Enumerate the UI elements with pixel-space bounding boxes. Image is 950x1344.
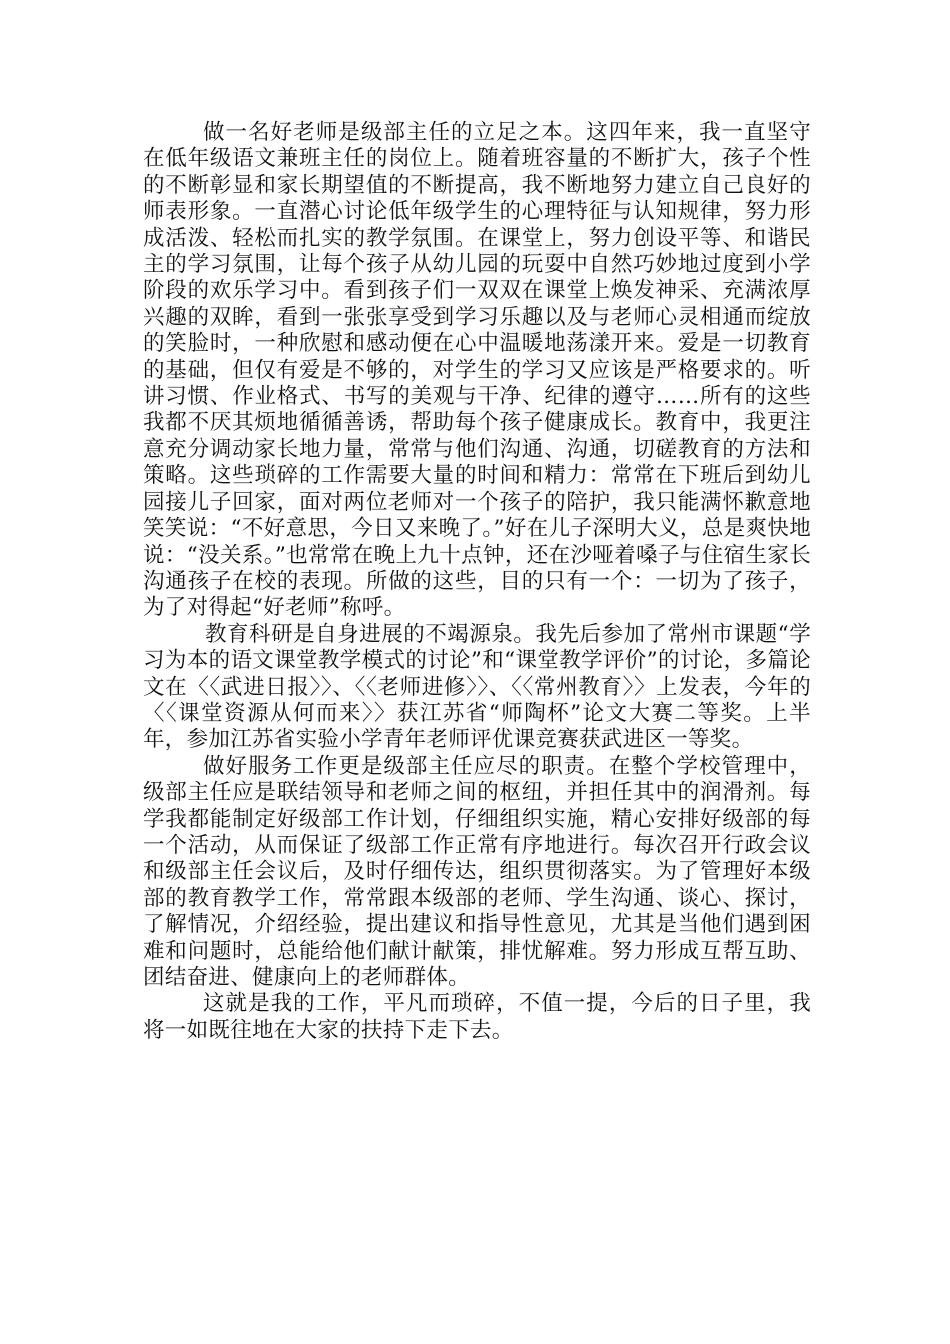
document-body — [143, 120, 811, 1044]
paragraph-conclusion: 这就是我的工作，平凡而琐碎，不值一提，今后的日子里，我将一如既往地在大家的扶持下走下去。 — [143, 991, 811, 1043]
paragraph-good-teacher: 做一名好老师是级部主任的立足之本。这四年来，我一直坚守在低年级语文兼班主任的岗位上。随着班容量的不断扩大，孩子个性的不断彰显和家长期望值的不断提高，我不断地努力建立自己良好的师表形象。一直潜心讨论低年级学生的心理特征与认知规律，努力形成活泼、轻松而扎实的教学氛围。在课堂上，努力创设平等、和谐民主的学习氛围，让每个孩子从幼儿园的玩耍中自然巧妙地过度到小学阶段的欢乐学习中。看到孩子们一双双在课堂上焕发神采、充满浓厚兴趣的双眸，看到一张张享受到学习乐趣以及与老师心灵相通而绽放的笑脸时，一种欣慰和感动便在心中温暖地荡漾开来。爱是一切教育的基础，但仅有爱是不够的，对学生的学习又应该是严格要求的。听讲习惯、作业格式、书写的美观与干净、纪律的遵守……所有的这些我都不厌其烦地循循善诱，帮助每个孩子健康成长。教育中，我更注意充分调动家长地力量，常常与他们沟通、沟通，切磋教育的方法和策略。这些琐碎的工作需要大量的时间和精力：常常在下班后到幼儿园接儿子回家，面对两位老师对一个孩子的陪护，我只能满怀歉意地笑笑说：“不好意思，今日又来晚了。”好在儿子深明大义，总是爽快地说：“没关系。”也常常在晚上九十点钟，还在沙哑着嗓子与住宿生家长沟通孩子在校的表现。所做的这些，目的只有一个：一切为了孩子，为了对得起“好老师”称呼。 — [143, 120, 811, 621]
paragraph-service: 做好服务工作更是级部主任应尽的职责。在整个学校管理中，级部主任应是联结领导和老师之间的枢纽，并担任其中的润滑剂。每学我都能制定好级部工作计划，仔细组织实施，精心安排好级部的每一个活动，从而保证了级部工作正常有序地进行。每次召开行政会议和级部主任会议后，及时仔细传达，组织贯彻落实。为了管理好本级部的教育教学工作，常常跟本级部的老师、学生沟通、谈心、探讨，了解情况，介绍经验，提出建议和指导性意见，尤其是当他们遇到困难和问题时，总能给他们献计献策，排忧解难。努力形成互帮互助、团结奋进、健康向上的老师群体。 — [143, 753, 811, 990]
paragraph-research: 教育科研是自身进展的不竭源泉。我先后参加了常州市课题“学习为本的语文课堂教学模式的讨论”和“课堂教学评价”的讨论，多篇论文在〈〈武进日报〉〉、〈〈老师进修〉〉、〈〈常州教育〉〉上发表，今年的〈〈课堂资源从何而来〉〉获江苏省“师陶杯”论文大赛二等奖。上半年，参加江苏省实验小学青年老师评优课竞赛获武进区一等奖。 — [143, 621, 811, 753]
